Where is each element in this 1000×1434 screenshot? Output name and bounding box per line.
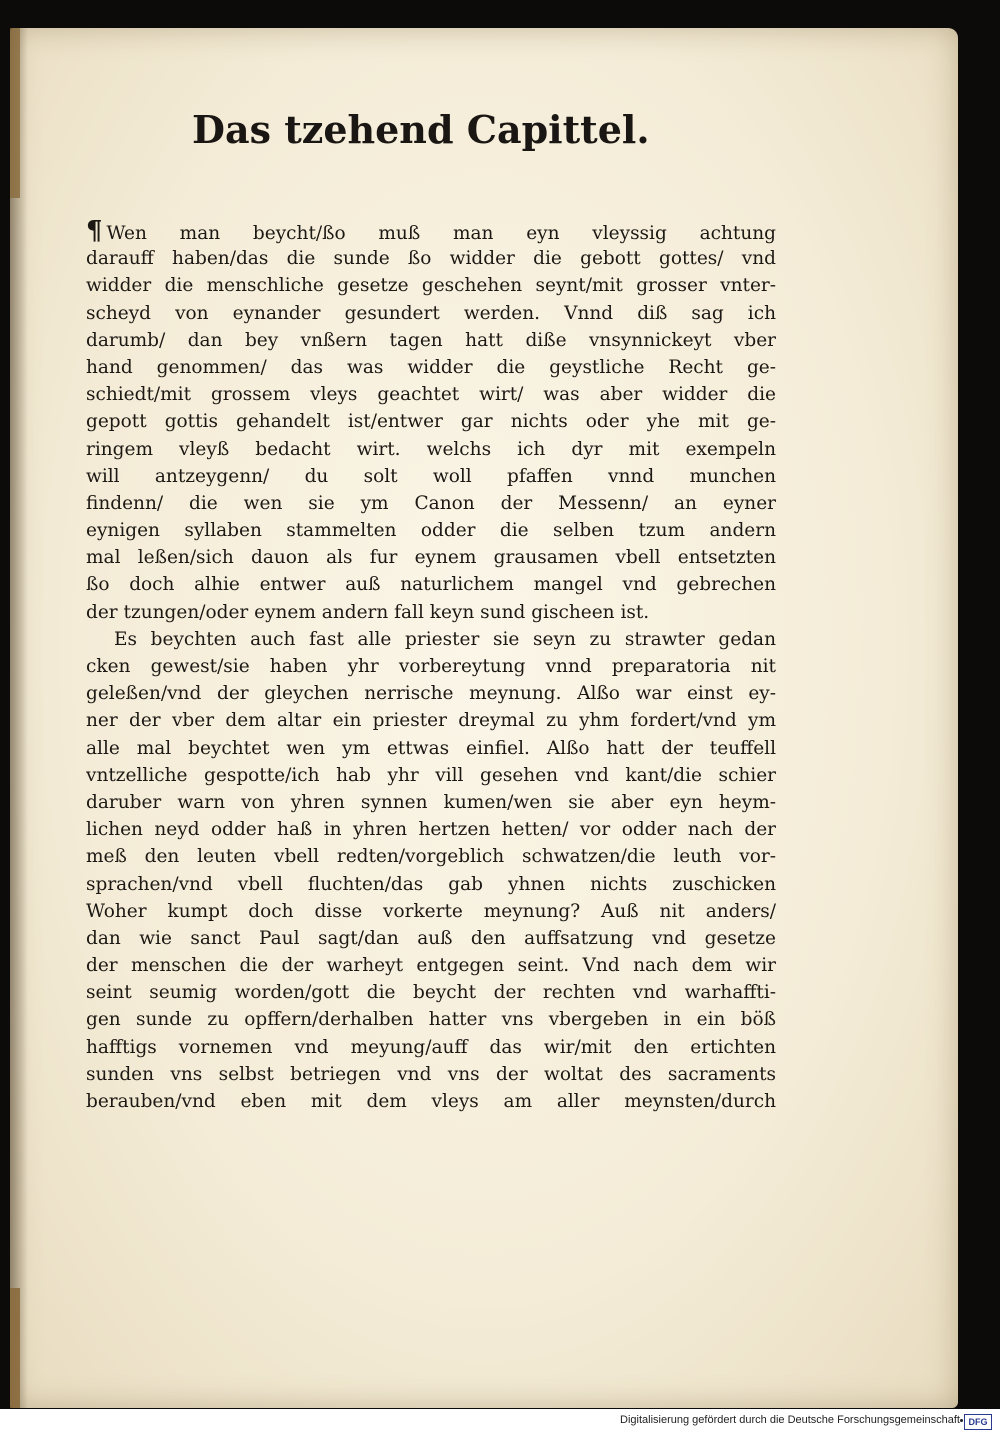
text-line: Woher kumpt doch disse vorkerte meynung? Auß nit anders/ xyxy=(86,900,776,922)
text-line: darumb/ dan bey vnßern tagen hatt diße vnsynnickeyt vber xyxy=(86,329,776,351)
text-line: meß den leuten vbell redten/vorgeblich schwatzen/die leuth vor- xyxy=(86,846,776,868)
text-line: ßo doch alhie entwer auß naturlichem mangel vnd gebrechen xyxy=(86,574,776,596)
text-line: sprachen/vnd vbell fluchten/das gab yhnen nichts zuschicken xyxy=(86,873,776,895)
chapter-body xyxy=(86,218,776,1115)
dfg-logo-icon[interactable]: DFG xyxy=(964,1414,992,1430)
text-line: daruber warn von yhren synnen kumen/wen sie aber eyn heym- xyxy=(86,791,776,813)
text-line: geleßen/vnd der gleychen nerrische meynung. Alßo war einst ey- xyxy=(86,683,776,705)
text-line: der tzungen/oder eynem andern fall keyn sund gischeen ist. xyxy=(86,601,650,623)
footer-bar xyxy=(0,1409,1000,1434)
text-line: gen sunde zu opffern/derhalben hatter vns vbergeben in ein böß xyxy=(86,1009,776,1031)
chapter-heading: Das tzehend Capittel. xyxy=(192,107,650,152)
text-line: cken gewest/sie haben yhr vorbereytung vnnd preparatoria nit xyxy=(86,656,776,677)
text-line: alle mal beychtet wen ym ettwas einfiel. Alßo hatt der teuffell xyxy=(86,737,776,759)
text-line: schiedt/mit grossem vleys geachtet wirt/ was aber widder die xyxy=(86,384,776,406)
text-line: darauff haben/das die sunde ßo widder die gebott gottes/ vnd xyxy=(86,248,776,270)
text-line: widder die menschliche gesetze geschehen seynt/mit grosser vnter- xyxy=(86,275,776,297)
text-line: will antzeygenn/ du solt woll pfaffen vnnd munchen xyxy=(86,465,776,487)
text-line: seint seumig worden/gott die beycht der rechten vnd warhaffti- xyxy=(86,982,776,1004)
text-line: gepott gottis gehandelt ist/entwer gar nichts oder yhe mit ge- xyxy=(86,411,776,433)
text-line: hafftigs vornemen vnd meyung/auff das wir/mit den ertichten xyxy=(86,1036,776,1058)
text-line: ringem vleyß bedacht wirt. welchs ich dyr mit exempeln xyxy=(86,438,776,460)
page-edge-shadow xyxy=(10,28,28,1408)
text-line: mal leßen/sich dauon als fur eynem grausamen vbell entsetzten xyxy=(86,547,776,569)
separator-dot xyxy=(960,1419,963,1422)
text-line-struck: dan wie sanct Paul sagt/dan auß den auffsatzung vnd gesetze xyxy=(86,927,776,949)
text-line: lichen neyd odder haß in yhren hertzen hetten/ vor odder nach der xyxy=(86,819,776,841)
text-line: eynigen syllaben stammelten odder die selben tzum andern xyxy=(86,520,776,542)
text-line: berauben/vnd eben mit dem vleys am aller meynsten/durch xyxy=(86,1091,776,1112)
page-edge-stain-top xyxy=(10,28,20,198)
text-line: findenn/ die wen sie ym Canon der Messenn/ an eyner xyxy=(86,492,776,514)
funding-notice: Digitalisierung gefördert durch die Deutsche Forschungsgemeinschaft xyxy=(620,1414,960,1426)
text-line: Es beychten auch fast alle priester sie seyn zu strawter gedan xyxy=(114,628,776,650)
page-edge-stain-bottom xyxy=(10,1288,20,1408)
text-line: hand genommen/ das was widder die geystliche Recht ge- xyxy=(86,356,776,378)
text-line: sunden vns selbst betriegen vnd vns der woltat des sacraments xyxy=(86,1063,776,1085)
text-line xyxy=(86,218,776,245)
text-line-content: Wen man beycht/ßo muß man eyn vleyssig achtung xyxy=(106,223,776,244)
text-line: ner der vber dem altar ein priester dreymal zu yhm fordert/vnd ym xyxy=(86,710,776,732)
text-line: scheyd von eynander gesundert werden. Vnnd diß sag ich xyxy=(86,302,776,324)
text-line: der menschen die der warheyt entgegen seint. Vnd nach dem wir xyxy=(86,955,776,977)
text-line: vntzelliche gespotte/ich hab yhr vill gesehen vnd kant/die schier xyxy=(86,764,776,786)
paragraph-mark: ¶ xyxy=(86,218,103,246)
